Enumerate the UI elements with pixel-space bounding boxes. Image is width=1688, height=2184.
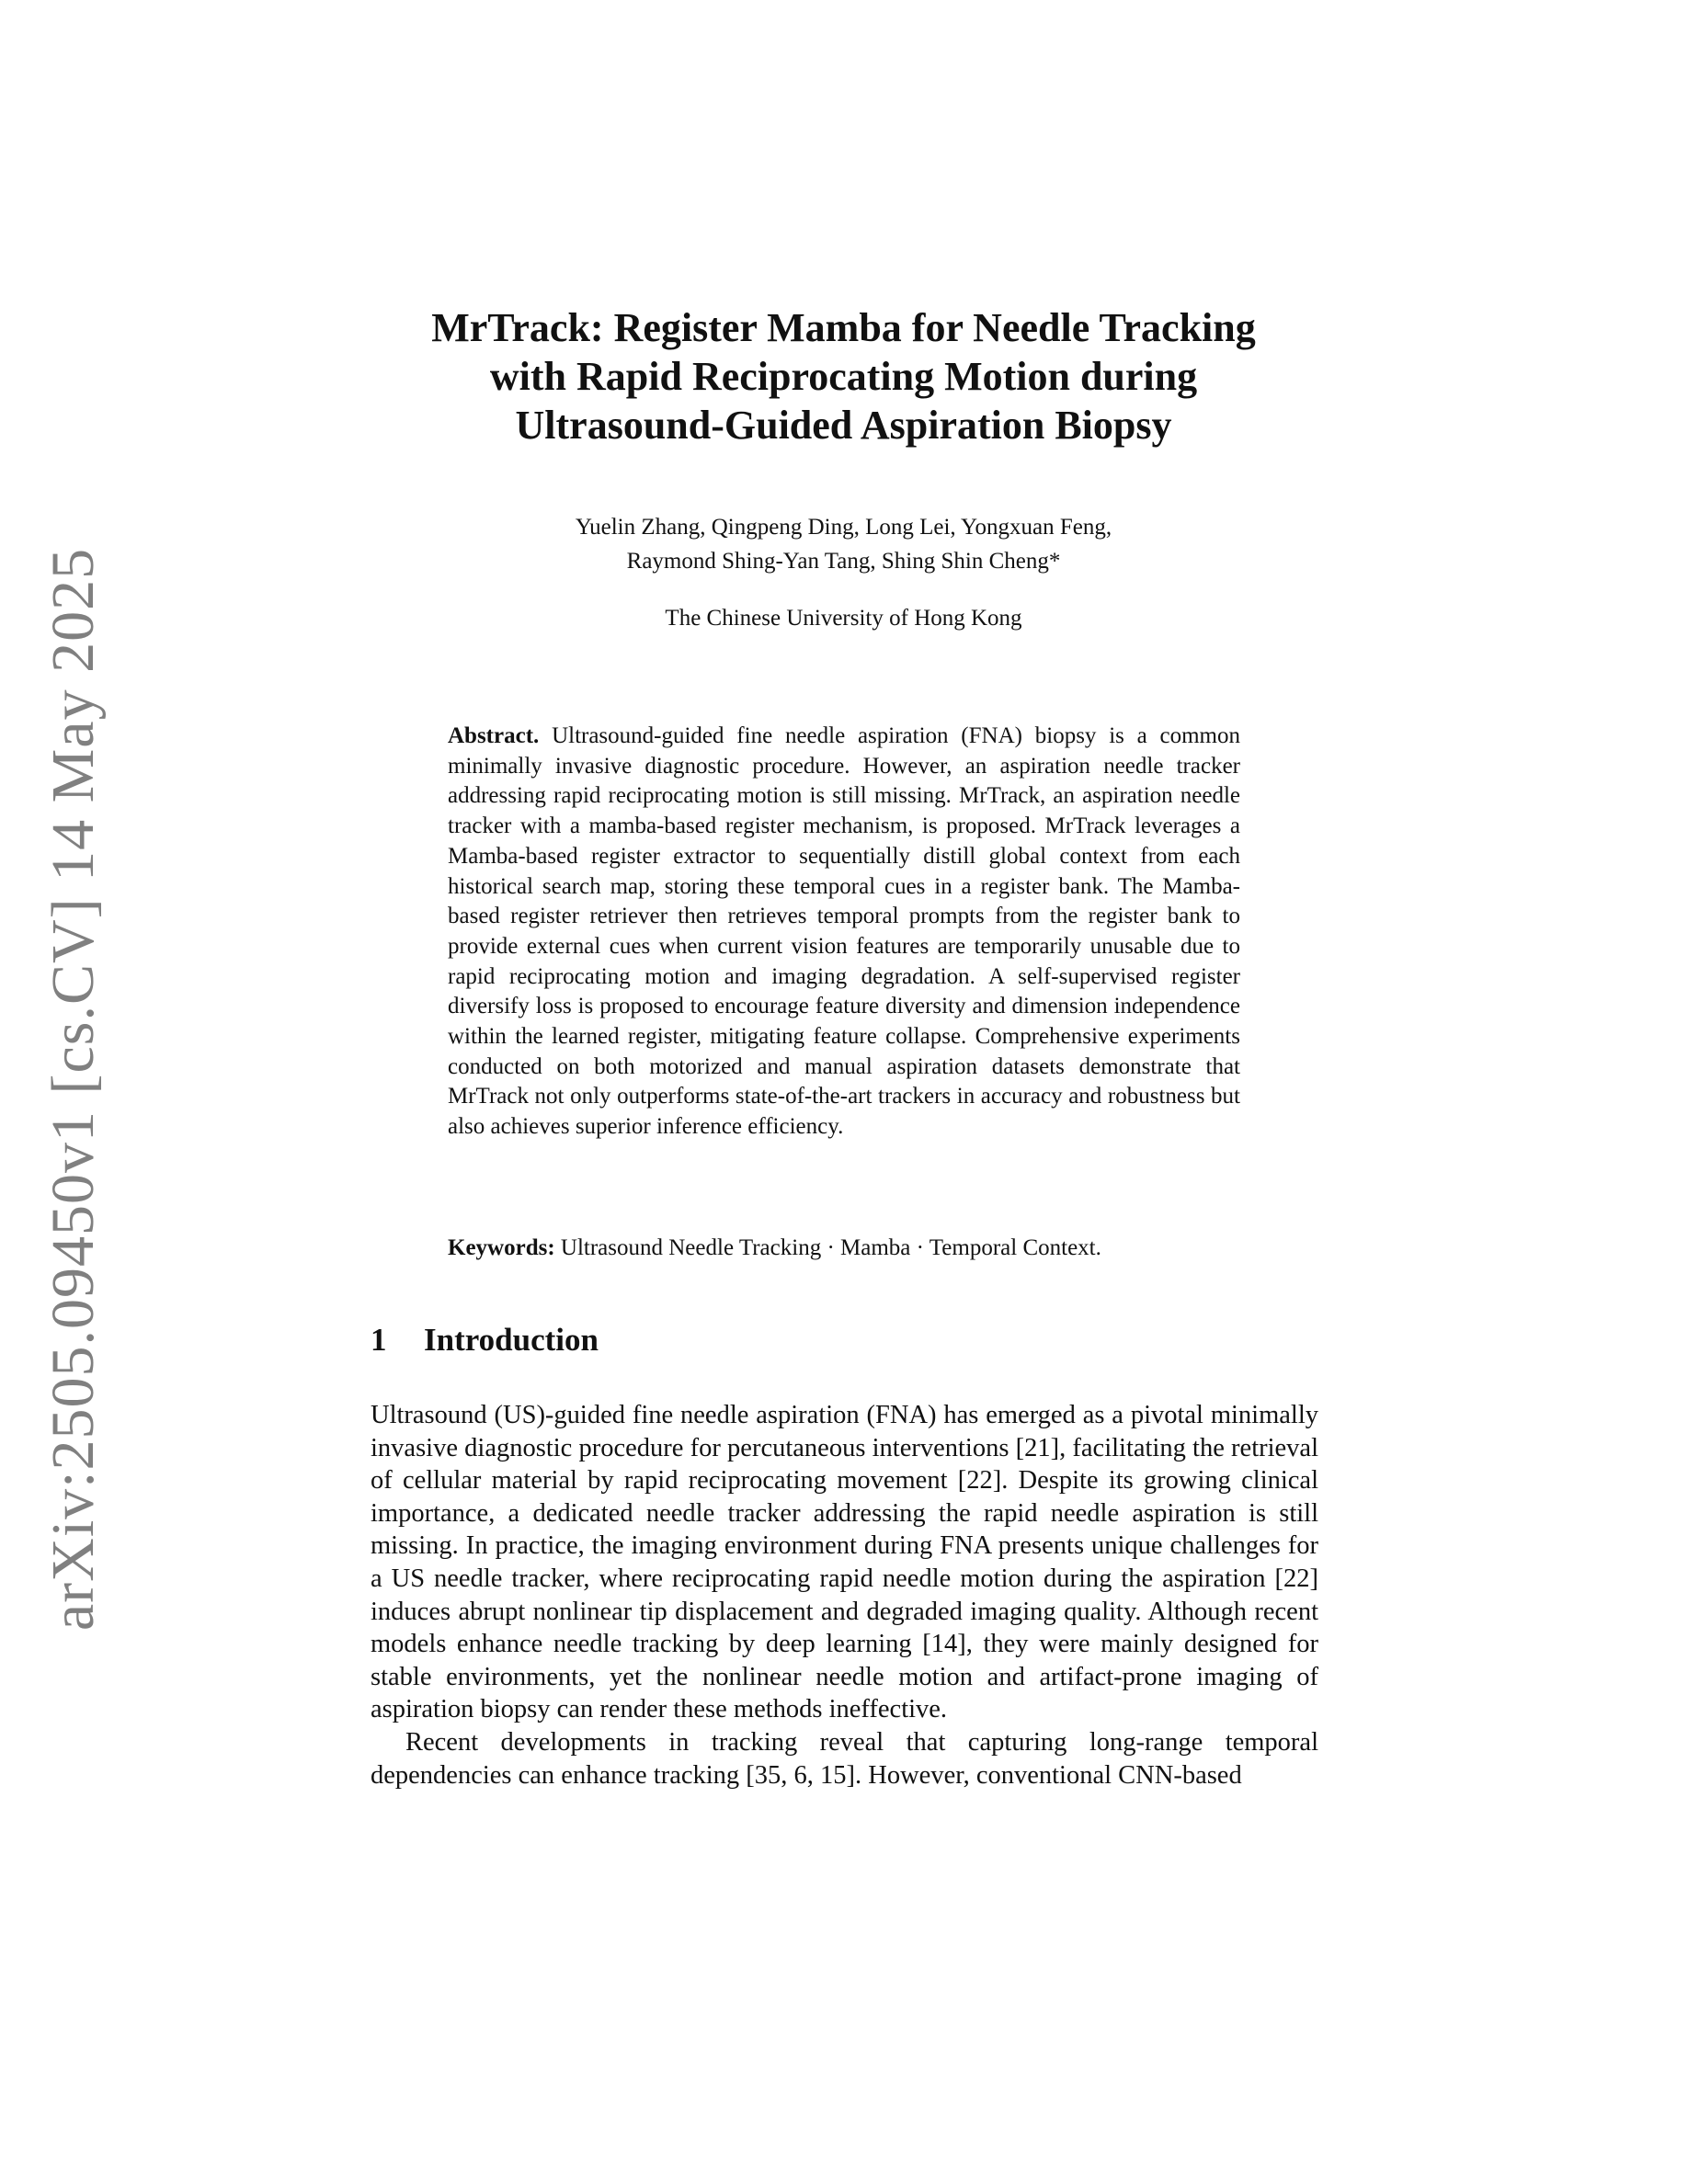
section-title: Introduction xyxy=(424,1322,599,1358)
abstract-text: Ultrasound-guided fine needle aspiration (FNA) biopsy is a common minimally invasive diagnostic procedure. However, an aspiration needle tracker addressing rapid reciprocating motion is still missing. MrTrack, an aspiration needle tracker with a mamba-based register mechanism, is proposed. MrTrack leverages a Mamba-based register extractor to sequentially distill global context from each historical search map, storing these temporal cues in a register bank. The Mamba-based register retriever then retrieves temporal prompts from the register bank to provide external cues when current vision features are temporarily unusable due to rapid reciprocating motion and imaging degradation. A self-supervised register diversify loss is proposed to encourage feature diversity and dimension independence within the learned register, mitigating feature collapse. Comprehensive experiments conducted on both motorized and manual aspiration datasets demonstrate that MrTrack not only outperforms state-of-the-art trackers in accuracy and robustness but also achieves superior inference efficiency. xyxy=(448,723,1241,1140)
keywords-label: Keywords: xyxy=(448,1235,555,1260)
body-text xyxy=(371,1399,1318,1792)
paper-title xyxy=(368,303,1319,449)
arxiv-identifier xyxy=(18,547,129,1632)
title-line: MrTrack: Register Mamba for Needle Tracking xyxy=(431,305,1256,350)
keywords xyxy=(448,1234,1275,1263)
abstract xyxy=(448,722,1240,1143)
paragraph: Ultrasound (US)-guided fine needle aspiration (FNA) has emerged as a pivotal minimally invasive diagnostic procedure for percutaneous interventions [21], facilitating the retrieval of cellular material by rapid reciprocating movement [22]. Despite its growing clinical importance, a dedicated needle tracker addressing the rapid needle aspiration is still missing. In practice, the imaging environment during FNA presents unique challenges for a US needle tracker, where reciprocating rapid needle motion during the aspiration [22] induces abrupt nonlinear tip displacement and degraded imaging quality. Although recent models enhance needle tracking by deep learning [14], they were mainly designed for stable environments, yet the nonlinear needle motion and artifact-prone imaging of aspiration biopsy can render these methods ineffective. xyxy=(371,1401,1318,1724)
arxiv-identifier-text: arXiv:2505.09450v1 [cs.CV] 14 May 2025 xyxy=(40,547,107,1632)
author-line: Raymond Shing-Yan Tang, Shing Shin Cheng* xyxy=(626,549,1061,574)
paragraph: Recent developments in tracking reveal that capturing long-range temporal dependencies can enhance tracking [35, 6, 15]. However, conventional CNN-based xyxy=(371,1727,1318,1790)
title-line: with Rapid Reciprocating Motion during xyxy=(489,354,1198,399)
author-line: Yuelin Zhang, Qingpeng Ding, Long Lei, Yongxuan Feng, xyxy=(575,515,1112,540)
affiliation: The Chinese University of Hong Kong xyxy=(665,606,1022,631)
author-list xyxy=(368,510,1319,578)
section-heading xyxy=(371,1320,599,1360)
keywords-text: Ultrasound Needle Tracking · Mamba · Temporal Context. xyxy=(560,1235,1101,1260)
title-line: Ultrasound-Guided Aspiration Biopsy xyxy=(515,403,1172,448)
section-number: 1 xyxy=(371,1322,387,1358)
abstract-label: Abstract. xyxy=(448,723,540,748)
